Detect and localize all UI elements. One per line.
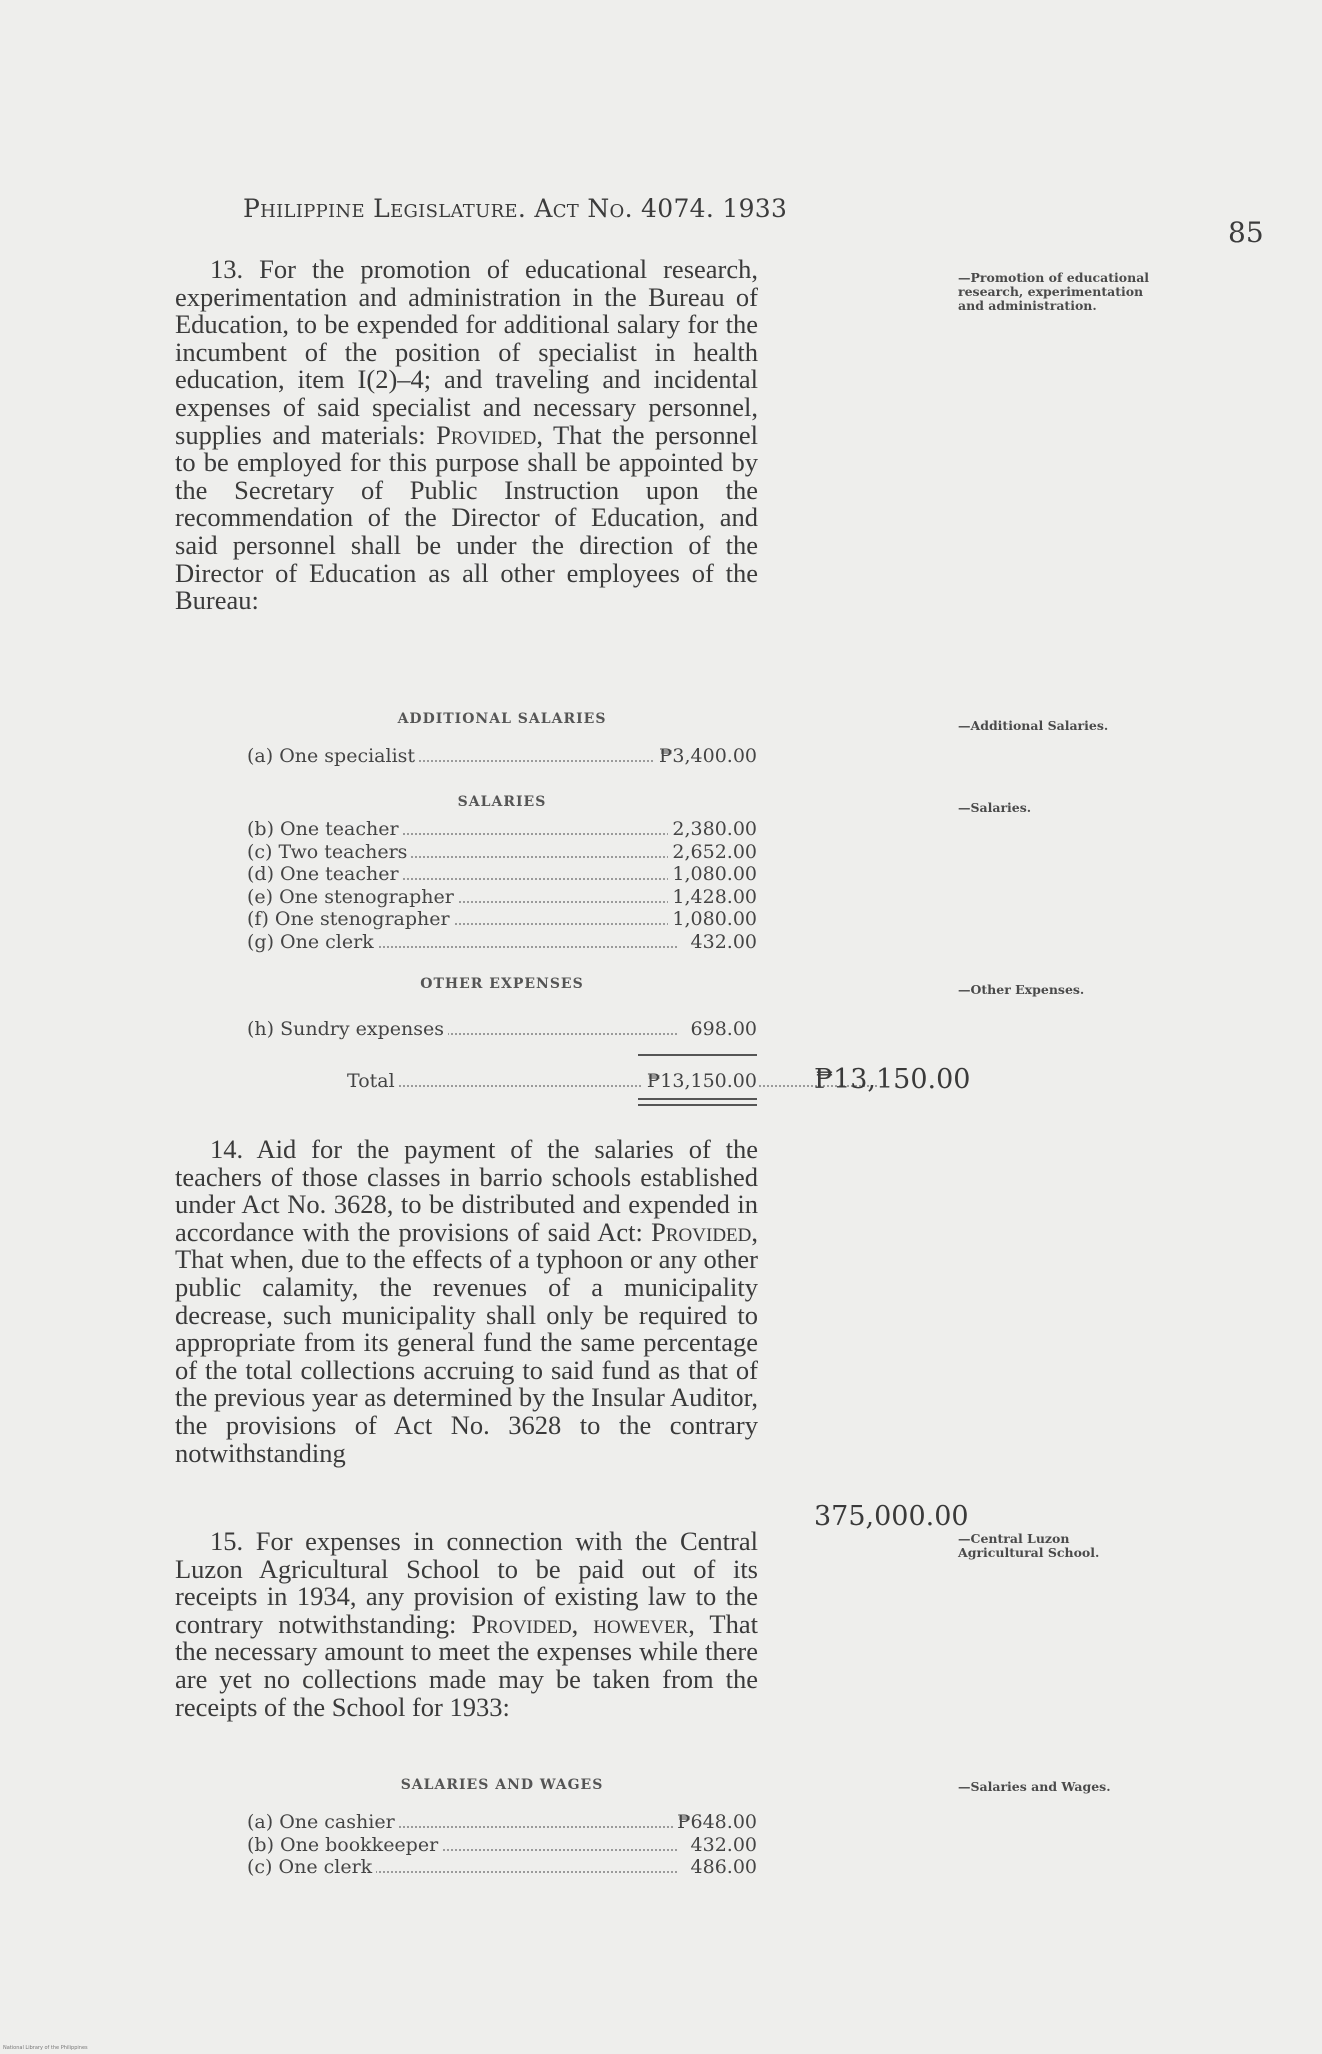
margin-note-promotion: —Promotion of educational research, experimentation and administration. — [958, 270, 1150, 313]
line-item-row — [247, 886, 757, 908]
line-item-row — [247, 745, 757, 767]
section-15-paragraph — [175, 1528, 758, 1721]
line-item-label: (c) Two teachers — [247, 841, 411, 863]
margin-note-salaries-and-wages: —Salaries and Wages. — [958, 1779, 1111, 1794]
line-item-row — [247, 818, 757, 840]
margin-note-other-expenses: —Other Expenses. — [958, 982, 1085, 997]
section-13-text-2: , That the personnel to be employed for this purpose shall be appointed by the Secretary of Public Instruction upon the recommendation of the Director of Education, and said personnel shall be under the direction of the Director of Education as all other employees of the Bureau: — [175, 419, 758, 616]
total-carried-amount: ₱13,150.00 — [814, 1064, 971, 1095]
section-14-proviso: Provided — [651, 1216, 752, 1247]
line-item-label: (a) One specialist — [247, 745, 419, 767]
line-item-row — [247, 841, 757, 863]
line-item-label: (h) Sundry expenses — [247, 1018, 448, 1040]
margin-note-salaries: —Salaries. — [958, 800, 1032, 815]
margin-note-additional-salaries: —Additional Salaries. — [958, 718, 1109, 733]
heading-salaries-and-wages: SALARIES AND WAGES — [400, 1777, 604, 1793]
section-14-amount: 375,000.00 — [814, 1501, 969, 1532]
line-item-amount: 1,080.00 — [668, 863, 757, 885]
total-label: Total — [347, 1070, 399, 1092]
line-item-label: (f) One stenographer — [247, 908, 454, 930]
line-item-row — [247, 908, 757, 930]
line-item-row — [247, 1811, 757, 1833]
line-item-row — [247, 1834, 757, 1856]
line-item-row — [247, 931, 757, 953]
line-item-label: (e) One stenographer — [247, 886, 458, 908]
heading-salaries: SALARIES — [457, 794, 547, 810]
section-15-text-2: , That the necessary amount to meet the expenses while there are yet no collections made may be taken from the receipts of the School for 1933: — [175, 1608, 758, 1722]
line-item-label: (g) One clerk — [247, 931, 378, 953]
line-item-amount: 2,652.00 — [668, 841, 757, 863]
line-item-amount: 1,080.00 — [668, 908, 757, 930]
section-13-proviso: Provided — [436, 419, 537, 450]
line-item-amount: ₱3,400.00 — [655, 745, 757, 767]
line-item-label: (b) One bookkeeper — [247, 1834, 442, 1856]
section-15-proviso: Provided, however — [471, 1608, 689, 1639]
line-item-row — [247, 863, 757, 885]
line-item-amount: 432.00 — [687, 1834, 757, 1856]
margin-note-central-luzon: —Central Luzon Agricultural School. — [958, 1531, 1100, 1560]
heading-other-expenses: OTHER EXPENSES — [420, 976, 584, 992]
total-amount: ₱13,150.00 — [643, 1070, 757, 1092]
line-item-label: (a) One cashier — [247, 1811, 399, 1833]
line-item-amount: 432.00 — [687, 931, 757, 953]
footer-credit: National Library of the Philippines — [3, 2045, 88, 2051]
line-item-row — [247, 1018, 757, 1040]
section-13-text-1: 13. For the promotion of educational research, experimentation and administration in the Bureau of Education, to be expended for additional salary for the incumbent of the position of specialist in health education, item I(2)–4; and traveling and incidental expenses of said specialist and necessary personnel, supplies and materials: — [175, 254, 758, 450]
running-title: Philippine Legislature. Act No. 4074. 1933 — [243, 194, 788, 223]
line-item-amount: ₱648.00 — [673, 1811, 757, 1833]
line-item-row — [247, 1856, 757, 1878]
section-13-paragraph — [175, 256, 758, 615]
line-item-label: (b) One teacher — [247, 818, 403, 840]
section-14-text-2: , That when, due to the effects of a typhoon or any other public calamity, the revenues of a municipality decrease, such municipality shall only be required to appropriate from its general fund the same percentage of the total collections accruing to said fund as that of the previous year as determined by the Insular Auditor, the provisions of Act No. 3628 to the contrary notwithstanding — [175, 1216, 758, 1468]
line-item-amount: 2,380.00 — [668, 818, 757, 840]
line-item-amount: 1,428.00 — [668, 886, 757, 908]
section-14-text-1: 14. Aid for the payment of the salaries of the teachers of those classes in barrio schools established under Act No. 3628, to be distributed and expended in accordance with the provisions of said Act: — [175, 1134, 758, 1247]
total-row — [247, 1070, 757, 1092]
line-item-label: (d) One teacher — [247, 863, 403, 885]
total-rule-top — [638, 1054, 757, 1056]
line-item-amount: 698.00 — [687, 1018, 757, 1040]
section-14-paragraph — [175, 1136, 758, 1467]
line-item-label: (c) One clerk — [247, 1856, 376, 1878]
section-15-text-1: 15. For expenses in connection with the Central Luzon Agricultural School to be paid out of its receipts in 1934, any provision of existing law to the contrary notwithstanding: — [175, 1526, 758, 1639]
line-item-amount: 486.00 — [687, 1856, 757, 1878]
total-rule-bottom-1 — [638, 1098, 757, 1100]
page-number: 85 — [1228, 216, 1264, 249]
heading-additional-salaries: ADDITIONAL SALARIES — [397, 711, 607, 727]
total-rule-bottom-2 — [638, 1104, 757, 1106]
